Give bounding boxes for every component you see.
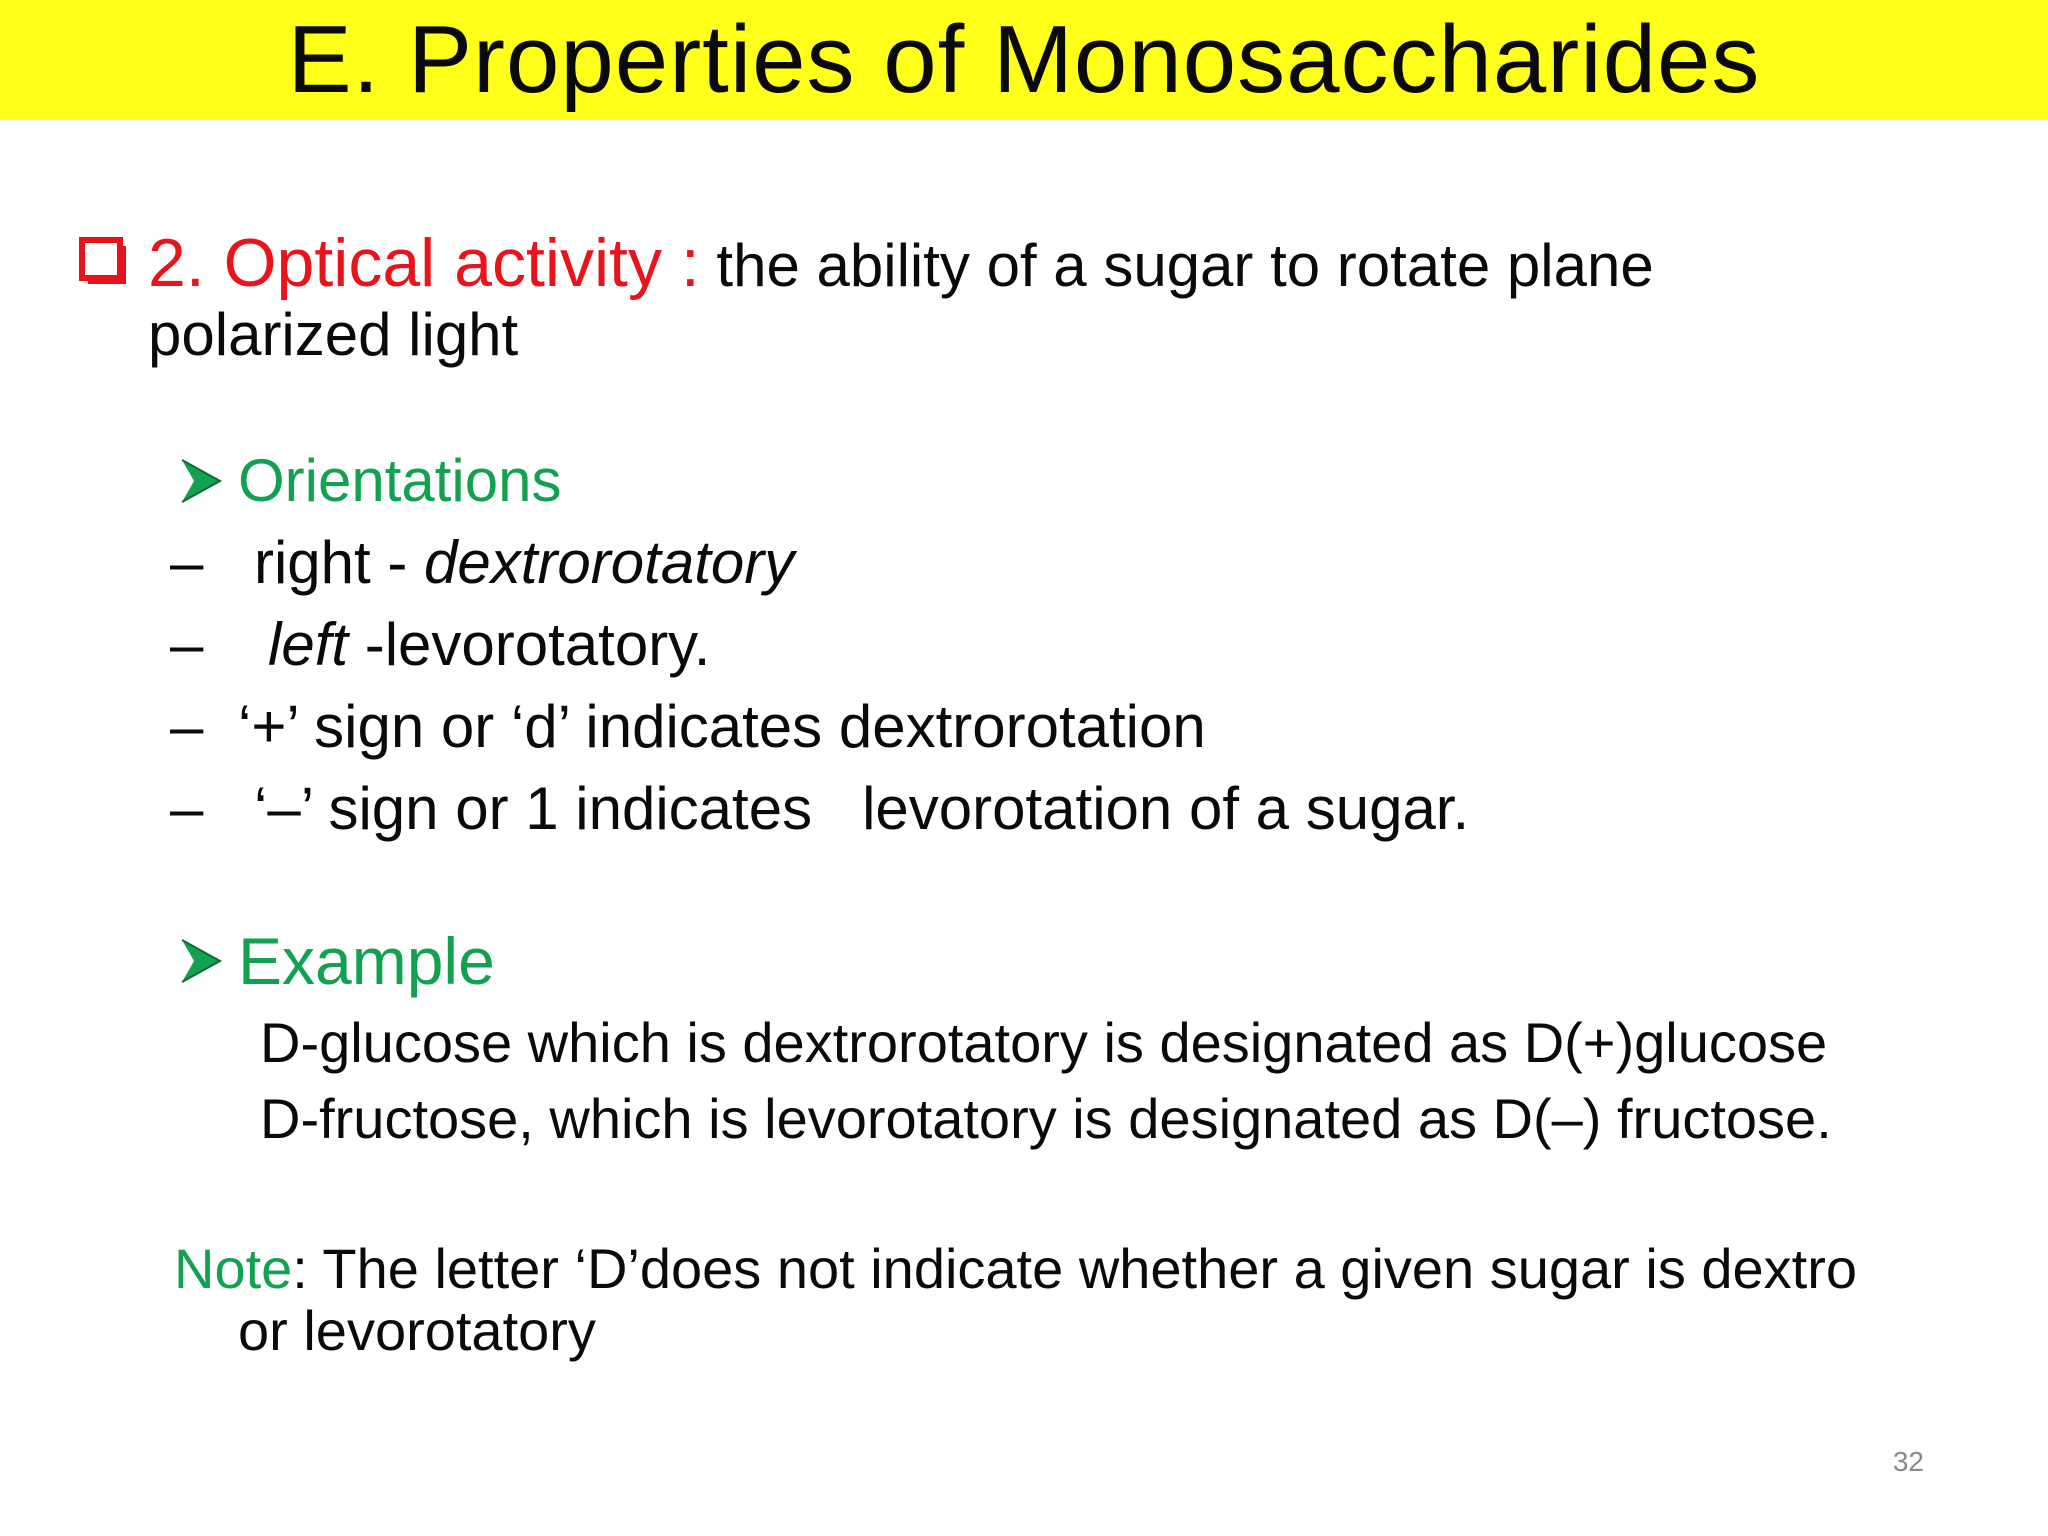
checkbox-icon — [78, 236, 132, 290]
dash-bullet: – — [170, 611, 204, 678]
note-line-1 — [174, 1234, 1857, 1304]
orientations-label: Orientations — [238, 447, 562, 514]
orientation-left — [268, 610, 710, 680]
note-line-2: or levorotatory — [238, 1299, 596, 1362]
orientation-plus-sign: ‘+’ sign or ‘d’ indicates dextrorotation — [238, 693, 1206, 760]
orientation-left-plain: -levorotatory. — [348, 611, 711, 678]
heading-line-2: polarized light — [148, 301, 519, 368]
heading-line-1 — [148, 225, 1654, 301]
example-line-fructose: D-fructose, which is levorotatory is designated as D(–) fructose. — [260, 1087, 1832, 1150]
heading-definition: the ability of a sugar to rotate plane — [716, 232, 1654, 299]
arrow-bullet-icon — [178, 936, 224, 986]
page-number: 32 — [1892, 1446, 1924, 1477]
orientation-left-italic: left — [268, 611, 349, 678]
orientation-minus-sign: ‘–’ sign or 1 indicates levorotation of a sugar. — [254, 775, 1470, 842]
example-line-glucose: D-glucose which is dextrorotatory is designated as D(+)glucose — [260, 1011, 1828, 1074]
dash-bullet: – — [170, 775, 204, 842]
orientation-right-italic: dextrorotatory — [424, 529, 795, 596]
heading-number-label: 2. Optical activity : — [148, 225, 700, 301]
note-label: Note — [174, 1237, 293, 1300]
dash-bullet: – — [170, 693, 204, 760]
note-text: : The letter ‘D’does not indicate whether a given sugar is dextro — [292, 1237, 1858, 1300]
dash-bullet: – — [170, 529, 204, 596]
slide-title: E. Properties of Monosaccharides — [287, 6, 1761, 113]
arrow-bullet-icon — [178, 456, 224, 506]
orientation-right — [254, 528, 794, 598]
example-label: Example — [238, 924, 495, 998]
orientation-right-plain: right - — [254, 529, 425, 596]
